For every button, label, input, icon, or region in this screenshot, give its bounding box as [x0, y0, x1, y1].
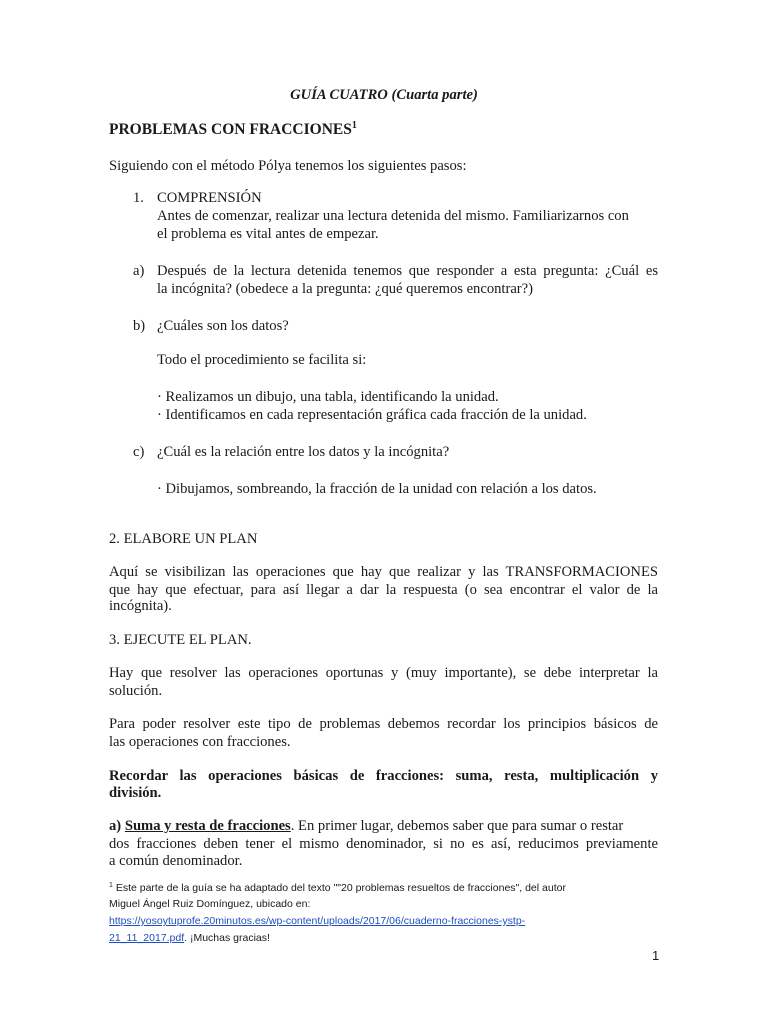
step1-label: COMPRENSIÓN: [157, 190, 262, 206]
reminder-line: Recordar las operaciones básicas de fracciones: suma, resta, multiplicación y: [109, 768, 658, 784]
step2-heading: 2. ELABORE UN PLAN: [109, 531, 258, 547]
step3-heading: 3. EJECUTE EL PLAN.: [109, 632, 252, 648]
heading-text: PROBLEMAS CON FRACCIONES: [109, 121, 352, 138]
step3-line: solución.: [109, 683, 163, 699]
item-b-marker: b): [133, 318, 146, 334]
footnote-line2: Miguel Ángel Ruiz Domínguez, ubicado en:: [109, 898, 311, 910]
item-b-bullet: · Identificamos en cada representación gráfica cada fracción de la unidad.: [157, 407, 587, 423]
footnote-link[interactable]: https://yosoytuprofe.20minutos.es/wp-content/uploads/2017/06/cuaderno-fracciones-ystp-: [109, 915, 526, 927]
item-a-line: la incógnita? (obedece a la pregunta: ¿qué queremos encontrar?): [157, 281, 534, 297]
footnote-tail: . ¡Muchas gracias!: [184, 932, 270, 944]
document-title: GUÍA CUATRO (Cuarta parte): [290, 87, 478, 103]
step1-line: Antes de comenzar, realizar una lectura detenida del mismo. Familiarizarnos con: [157, 208, 629, 224]
intro-paragraph: Siguiendo con el método Pólya tenemos los siguientes pasos:: [109, 158, 467, 174]
step2-line: incógnita).: [109, 598, 172, 614]
section-a-line: a común denominador.: [109, 853, 243, 869]
section-heading: [109, 120, 357, 139]
footnote-line1: [109, 877, 566, 897]
step3-line: las operaciones con fracciones.: [109, 734, 291, 750]
step3-line: Hay que resolver las operaciones oportunas y (muy importante), se debe interpretar la: [109, 665, 658, 681]
section-a-title: Suma y resta de fracciones: [124, 818, 291, 834]
item-a-line: Después de la lectura detenida tenemos que responder a esta pregunta: ¿Cuál es: [157, 263, 658, 279]
section-a-text: . En primer lugar, debemos saber que para sumar o restar: [290, 818, 624, 834]
item-c-marker: c): [133, 444, 145, 460]
section-a-marker: a): [109, 818, 122, 834]
step3-line: Para poder resolver este tipo de problemas debemos recordar los principios básicos de: [109, 716, 658, 732]
step1-number: 1.: [133, 190, 144, 206]
section-a-line1: [109, 817, 623, 836]
item-b-note: Todo el procedimiento se facilita si:: [157, 352, 367, 368]
footnote-link-end[interactable]: 21_11_2017.pdf: [109, 932, 185, 944]
item-c-bullet: · Dibujamos, sombreando, la fracción de la unidad con relación a los datos.: [157, 481, 597, 497]
item-a-marker: a): [133, 263, 145, 279]
step1-line: el problema es vital antes de empezar.: [157, 226, 379, 242]
footnote-reference: 1: [351, 120, 357, 131]
item-b-question: ¿Cuáles son los datos?: [157, 318, 289, 334]
step2-line: que hay que efectuar, para así llegar a dar la respuesta (o sea encontrar el valor de la: [109, 582, 658, 598]
item-b-bullet: · Realizamos un dibujo, una tabla, identificando la unidad.: [157, 389, 499, 405]
step2-line: Aquí se visibilizan las operaciones que hay que realizar y las TRANSFORMACIONES: [109, 564, 658, 580]
page-number: 1: [652, 948, 660, 963]
section-a-line: dos fracciones deben tener el mismo denominador, si no es así, reducimos previamente: [109, 836, 658, 852]
reminder-line: división.: [109, 785, 162, 801]
footnote-mark: 1: [109, 882, 113, 889]
footnote-text: Este parte de la guía se ha adaptado del texto ""20 problemas resueltos de fracciones", del autor: [112, 882, 566, 894]
footnote-line4: [109, 929, 270, 947]
item-c-question: ¿Cuál es la relación entre los datos y la incógnita?: [157, 444, 450, 460]
